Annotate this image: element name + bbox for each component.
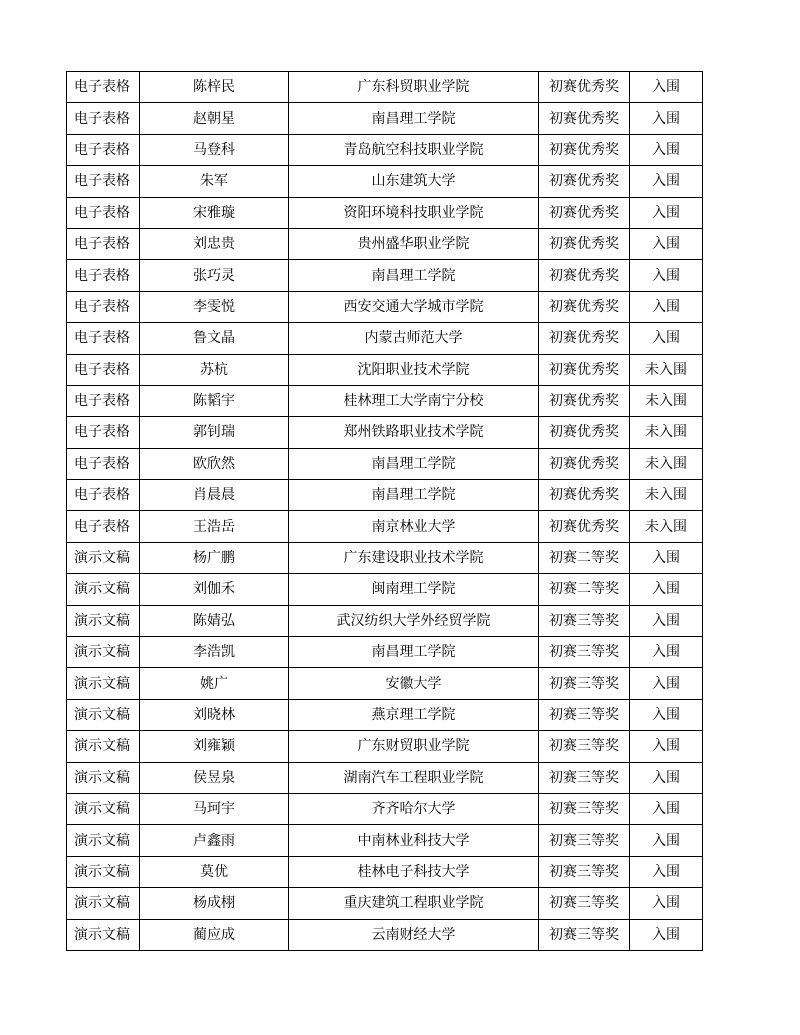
category-cell: 演示文稿 xyxy=(67,793,140,824)
status-cell: 入围 xyxy=(630,228,703,259)
school-cell: 南昌理工学院 xyxy=(289,103,539,134)
award-cell: 初赛优秀奖 xyxy=(539,260,630,291)
school-cell: 贵州盛华职业学院 xyxy=(289,228,539,259)
name-cell: 蔺应成 xyxy=(140,919,289,950)
name-cell: 王浩岳 xyxy=(140,511,289,542)
table-row xyxy=(67,103,703,134)
award-cell: 初赛优秀奖 xyxy=(539,354,630,385)
table-row xyxy=(67,291,703,322)
award-cell: 初赛二等奖 xyxy=(539,574,630,605)
school-cell: 湖南汽车工程职业学院 xyxy=(289,762,539,793)
status-cell: 未入围 xyxy=(630,480,703,511)
award-cell: 初赛三等奖 xyxy=(539,825,630,856)
category-cell: 电子表格 xyxy=(67,166,140,197)
school-cell: 桂林理工大学南宁分校 xyxy=(289,385,539,416)
school-cell: 南昌理工学院 xyxy=(289,448,539,479)
category-cell: 电子表格 xyxy=(67,197,140,228)
school-cell: 山东建筑大学 xyxy=(289,166,539,197)
school-cell: 广东科贸职业学院 xyxy=(289,72,539,103)
status-cell: 未入围 xyxy=(630,511,703,542)
school-cell: 齐齐哈尔大学 xyxy=(289,793,539,824)
table-row xyxy=(67,480,703,511)
category-cell: 演示文稿 xyxy=(67,888,140,919)
category-cell: 演示文稿 xyxy=(67,731,140,762)
status-cell: 未入围 xyxy=(630,385,703,416)
school-cell: 广东财贸职业学院 xyxy=(289,731,539,762)
award-cell: 初赛三等奖 xyxy=(539,637,630,668)
table-row xyxy=(67,888,703,919)
table-row xyxy=(67,699,703,730)
school-cell: 桂林电子科技大学 xyxy=(289,856,539,887)
award-cell: 初赛三等奖 xyxy=(539,668,630,699)
category-cell: 演示文稿 xyxy=(67,825,140,856)
school-cell: 资阳环境科技职业学院 xyxy=(289,197,539,228)
status-cell: 入围 xyxy=(630,919,703,950)
award-cell: 初赛三等奖 xyxy=(539,793,630,824)
award-cell: 初赛三等奖 xyxy=(539,762,630,793)
category-cell: 电子表格 xyxy=(67,417,140,448)
award-cell: 初赛优秀奖 xyxy=(539,103,630,134)
name-cell: 赵朝星 xyxy=(140,103,289,134)
award-cell: 初赛优秀奖 xyxy=(539,134,630,165)
category-cell: 演示文稿 xyxy=(67,574,140,605)
table-row xyxy=(67,825,703,856)
award-cell: 初赛优秀奖 xyxy=(539,72,630,103)
name-cell: 郭钊瑞 xyxy=(140,417,289,448)
status-cell: 入围 xyxy=(630,699,703,730)
category-cell: 电子表格 xyxy=(67,103,140,134)
category-cell: 电子表格 xyxy=(67,260,140,291)
status-cell: 入围 xyxy=(630,166,703,197)
table-row xyxy=(67,417,703,448)
table-row xyxy=(67,385,703,416)
school-cell: 南昌理工学院 xyxy=(289,637,539,668)
category-cell: 演示文稿 xyxy=(67,542,140,573)
table-row xyxy=(67,511,703,542)
category-cell: 演示文稿 xyxy=(67,919,140,950)
school-cell: 云南财经大学 xyxy=(289,919,539,950)
award-cell: 初赛优秀奖 xyxy=(539,511,630,542)
status-cell: 入围 xyxy=(630,72,703,103)
award-cell: 初赛三等奖 xyxy=(539,731,630,762)
status-cell: 入围 xyxy=(630,605,703,636)
table-row xyxy=(67,448,703,479)
category-cell: 演示文稿 xyxy=(67,856,140,887)
status-cell: 入围 xyxy=(630,856,703,887)
category-cell: 演示文稿 xyxy=(67,605,140,636)
results-table xyxy=(66,71,703,951)
name-cell: 卢鑫雨 xyxy=(140,825,289,856)
name-cell: 刘伽禾 xyxy=(140,574,289,605)
school-cell: 广东建设职业技术学院 xyxy=(289,542,539,573)
category-cell: 电子表格 xyxy=(67,134,140,165)
school-cell: 郑州铁路职业技术学院 xyxy=(289,417,539,448)
status-cell: 入围 xyxy=(630,668,703,699)
category-cell: 电子表格 xyxy=(67,448,140,479)
name-cell: 鲁文晶 xyxy=(140,323,289,354)
award-cell: 初赛三等奖 xyxy=(539,919,630,950)
name-cell: 陈梓民 xyxy=(140,72,289,103)
table-row xyxy=(67,166,703,197)
school-cell: 重庆建筑工程职业学院 xyxy=(289,888,539,919)
status-cell: 入围 xyxy=(630,542,703,573)
name-cell: 姚广 xyxy=(140,668,289,699)
award-cell: 初赛优秀奖 xyxy=(539,197,630,228)
award-cell: 初赛优秀奖 xyxy=(539,480,630,511)
name-cell: 李雯悦 xyxy=(140,291,289,322)
school-cell: 南京林业大学 xyxy=(289,511,539,542)
school-cell: 南昌理工学院 xyxy=(289,480,539,511)
status-cell: 入围 xyxy=(630,260,703,291)
table-row xyxy=(67,574,703,605)
award-cell: 初赛优秀奖 xyxy=(539,228,630,259)
award-cell: 初赛优秀奖 xyxy=(539,166,630,197)
category-cell: 电子表格 xyxy=(67,385,140,416)
status-cell: 入围 xyxy=(630,731,703,762)
award-cell: 初赛优秀奖 xyxy=(539,323,630,354)
status-cell: 入围 xyxy=(630,134,703,165)
name-cell: 宋雅璇 xyxy=(140,197,289,228)
category-cell: 电子表格 xyxy=(67,323,140,354)
name-cell: 刘雍颖 xyxy=(140,731,289,762)
status-cell: 未入围 xyxy=(630,448,703,479)
category-cell: 电子表格 xyxy=(67,72,140,103)
status-cell: 入围 xyxy=(630,323,703,354)
name-cell: 肖晨晨 xyxy=(140,480,289,511)
name-cell: 李浩凯 xyxy=(140,637,289,668)
table-row xyxy=(67,197,703,228)
status-cell: 入围 xyxy=(630,888,703,919)
name-cell: 莫优 xyxy=(140,856,289,887)
name-cell: 苏杭 xyxy=(140,354,289,385)
table-row xyxy=(67,856,703,887)
table-row xyxy=(67,793,703,824)
name-cell: 刘晓林 xyxy=(140,699,289,730)
school-cell: 武汉纺织大学外经贸学院 xyxy=(289,605,539,636)
table-row xyxy=(67,668,703,699)
category-cell: 演示文稿 xyxy=(67,668,140,699)
award-cell: 初赛二等奖 xyxy=(539,542,630,573)
status-cell: 入围 xyxy=(630,197,703,228)
school-cell: 西安交通大学城市学院 xyxy=(289,291,539,322)
table-row xyxy=(67,323,703,354)
award-cell: 初赛三等奖 xyxy=(539,699,630,730)
name-cell: 马珂宇 xyxy=(140,793,289,824)
school-cell: 燕京理工学院 xyxy=(289,699,539,730)
name-cell: 侯昱泉 xyxy=(140,762,289,793)
school-cell: 闽南理工学院 xyxy=(289,574,539,605)
status-cell: 入围 xyxy=(630,793,703,824)
table-row xyxy=(67,542,703,573)
award-cell: 初赛三等奖 xyxy=(539,605,630,636)
school-cell: 安徽大学 xyxy=(289,668,539,699)
name-cell: 陈韬宇 xyxy=(140,385,289,416)
award-cell: 初赛优秀奖 xyxy=(539,448,630,479)
category-cell: 电子表格 xyxy=(67,291,140,322)
name-cell: 马登科 xyxy=(140,134,289,165)
status-cell: 入围 xyxy=(630,637,703,668)
award-cell: 初赛优秀奖 xyxy=(539,417,630,448)
category-cell: 电子表格 xyxy=(67,354,140,385)
table-row xyxy=(67,134,703,165)
award-cell: 初赛优秀奖 xyxy=(539,291,630,322)
name-cell: 张巧灵 xyxy=(140,260,289,291)
table-row xyxy=(67,919,703,950)
status-cell: 入围 xyxy=(630,762,703,793)
table-row xyxy=(67,72,703,103)
category-cell: 电子表格 xyxy=(67,480,140,511)
category-cell: 演示文稿 xyxy=(67,762,140,793)
status-cell: 入围 xyxy=(630,291,703,322)
school-cell: 沈阳职业技术学院 xyxy=(289,354,539,385)
status-cell: 未入围 xyxy=(630,354,703,385)
school-cell: 南昌理工学院 xyxy=(289,260,539,291)
table-row xyxy=(67,762,703,793)
award-cell: 初赛优秀奖 xyxy=(539,385,630,416)
name-cell: 杨成栩 xyxy=(140,888,289,919)
award-cell: 初赛三等奖 xyxy=(539,888,630,919)
category-cell: 电子表格 xyxy=(67,228,140,259)
name-cell: 刘忠贵 xyxy=(140,228,289,259)
status-cell: 未入围 xyxy=(630,417,703,448)
table-row xyxy=(67,354,703,385)
name-cell: 杨广鹏 xyxy=(140,542,289,573)
table-row xyxy=(67,637,703,668)
status-cell: 入围 xyxy=(630,574,703,605)
table-row xyxy=(67,731,703,762)
category-cell: 演示文稿 xyxy=(67,699,140,730)
category-cell: 电子表格 xyxy=(67,511,140,542)
table-row xyxy=(67,260,703,291)
status-cell: 入围 xyxy=(630,825,703,856)
school-cell: 中南林业科技大学 xyxy=(289,825,539,856)
table-row xyxy=(67,605,703,636)
school-cell: 内蒙古师范大学 xyxy=(289,323,539,354)
status-cell: 入围 xyxy=(630,103,703,134)
table-row xyxy=(67,228,703,259)
name-cell: 陈婧弘 xyxy=(140,605,289,636)
award-cell: 初赛三等奖 xyxy=(539,856,630,887)
category-cell: 演示文稿 xyxy=(67,637,140,668)
results-table-body xyxy=(67,72,703,951)
name-cell: 欧欣然 xyxy=(140,448,289,479)
name-cell: 朱军 xyxy=(140,166,289,197)
school-cell: 青岛航空科技职业学院 xyxy=(289,134,539,165)
